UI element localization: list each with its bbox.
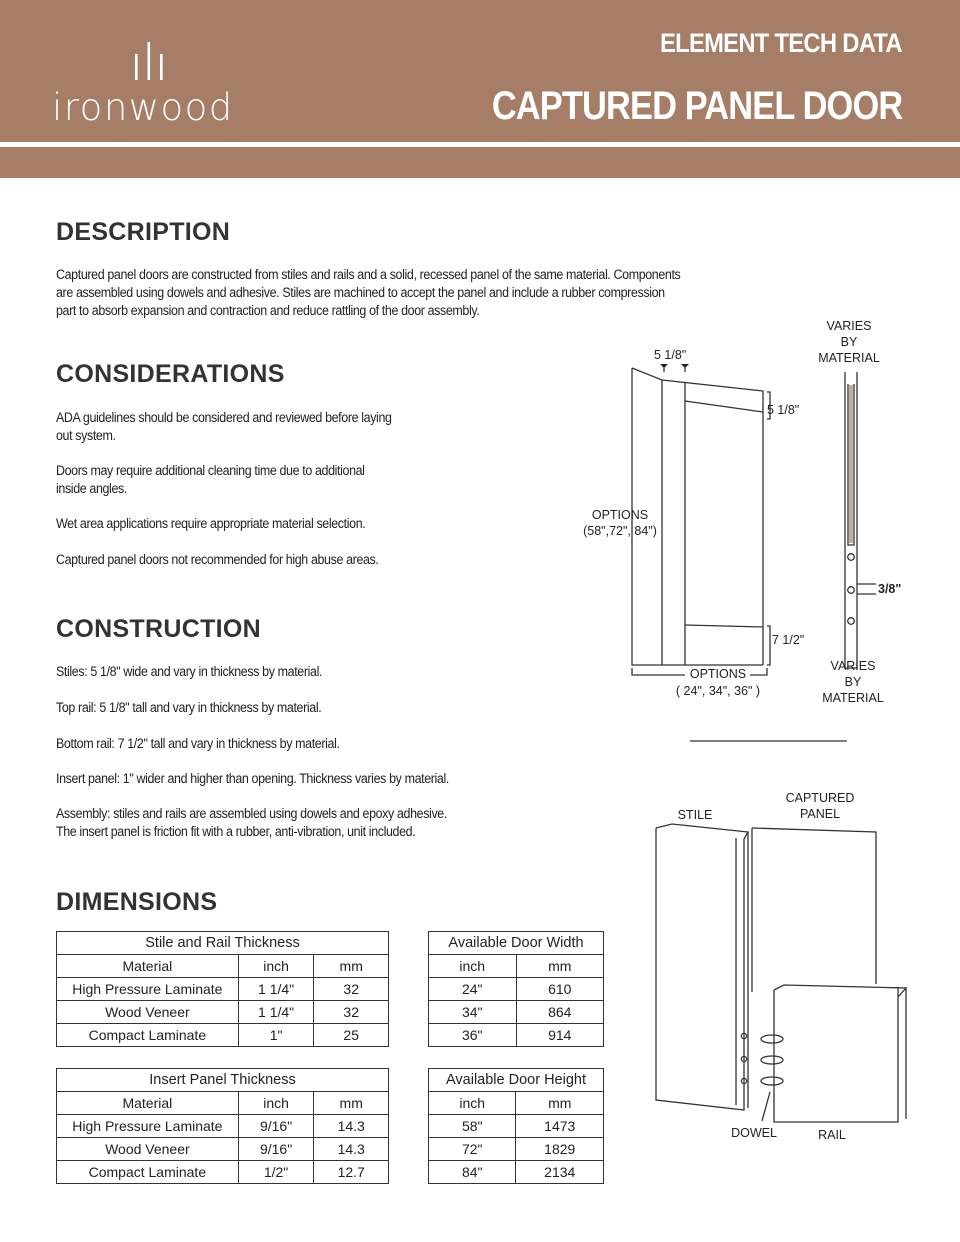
varies-label: MATERIAL: [822, 691, 884, 705]
captured-panel-label: PANEL: [799, 807, 841, 821]
construction-heading: CONSTRUCTION: [56, 615, 261, 643]
table-caption: Insert Panel Thickness: [57, 1069, 389, 1092]
mm-cell: 12.7: [314, 1161, 389, 1184]
edge-thickness-dim: 3/8": [878, 582, 902, 596]
width-options-label: OPTIONS: [689, 667, 747, 681]
construction-line: Insert panel: 1" wider and higher than opening. Thickness varies by material.: [56, 771, 449, 786]
inch-cell: 9/16": [238, 1138, 314, 1161]
top-rail-dim: 5 1/8": [767, 403, 800, 417]
material-cell: Compact Laminate: [57, 1161, 239, 1184]
height-options-values: (58",72", 84"): [583, 524, 657, 538]
inch-cell: 9/16": [238, 1115, 314, 1138]
inch-cell: 1 1/4": [238, 978, 314, 1001]
mm-cell: 1829: [516, 1138, 604, 1161]
exploded-assembly-drawing: [656, 824, 906, 1122]
stile-width-dim: 5 1/8": [654, 348, 687, 362]
material-cell: Wood Veneer: [57, 1001, 239, 1024]
page-title: CAPTURED PANEL DOOR: [491, 84, 902, 128]
inch-cell: 58": [429, 1115, 516, 1138]
mm-cell: 25: [314, 1024, 389, 1047]
inch-cell: 1": [238, 1024, 314, 1047]
mm-cell: 14.3: [314, 1115, 389, 1138]
header-subtitle: ELEMENT TECH DATA: [660, 28, 902, 58]
captured-panel-label: CAPTURED: [785, 791, 855, 805]
mm-cell: 32: [314, 1001, 389, 1024]
consideration-line: Wet area applications require appropriate material selection.: [56, 516, 366, 531]
description-line: Captured panel doors are constructed from stiles and rails and a solid, recessed panel of the same material. Components: [56, 267, 681, 282]
mm-cell: 914: [516, 1024, 604, 1047]
table-caption: Available Door Width: [429, 932, 604, 955]
column-header: Material: [57, 955, 239, 978]
construction-line: Top rail: 5 1/8" tall and vary in thickness by material.: [56, 700, 322, 715]
mm-cell: 2134: [516, 1161, 604, 1184]
dowel-label: DOWEL: [731, 1126, 777, 1140]
column-header: inch: [238, 1092, 314, 1115]
description-line: part to absorb expansion and contraction and reduce rattling of the door assembly.: [56, 303, 480, 318]
door-elevation-drawing: [632, 366, 770, 675]
material-cell: Compact Laminate: [57, 1024, 239, 1047]
column-header: mm: [516, 955, 604, 978]
column-header: mm: [314, 955, 389, 978]
construction-line: Stiles: 5 1/8" wide and vary in thickness by material.: [56, 664, 323, 679]
material-cell: Wood Veneer: [57, 1138, 239, 1161]
column-header: mm: [516, 1092, 604, 1115]
column-header: mm: [314, 1092, 389, 1115]
mm-cell: 14.3: [314, 1138, 389, 1161]
panel-material-hatch: [849, 385, 853, 543]
inch-cell: 1/2": [238, 1161, 314, 1184]
mm-cell: 32: [314, 978, 389, 1001]
column-header: inch: [238, 955, 314, 978]
inch-cell: 84": [429, 1161, 516, 1184]
column-header: Material: [57, 1092, 239, 1115]
table-caption: Available Door Height: [429, 1069, 604, 1092]
column-header: inch: [429, 1092, 516, 1115]
consideration-line: out system.: [56, 428, 116, 443]
height-options-label: OPTIONS: [591, 508, 649, 522]
construction-line: The insert panel is friction fit with a rubber, anti-vibration, unit included.: [56, 824, 416, 839]
construction-line: Assembly: stiles and rails are assembled using dowels and epoxy adhesive.: [56, 806, 447, 821]
mm-cell: 610: [516, 978, 604, 1001]
mm-cell: 1473: [516, 1115, 604, 1138]
dimensions-heading: DIMENSIONS: [56, 888, 218, 916]
consideration-line: Captured panel doors not recommended for high abuse areas.: [56, 552, 379, 567]
stile-label: STILE: [677, 808, 713, 822]
rail-label: RAIL: [818, 1128, 846, 1142]
construction-line: Bottom rail: 7 1/2" tall and vary in thickness by material.: [56, 736, 340, 751]
width-options-values: ( 24", 34", 36" ): [675, 684, 761, 698]
considerations-heading: CONSIDERATIONS: [56, 360, 285, 388]
inch-cell: 24": [429, 978, 517, 1001]
bottom-rail-dim: 7 1/2": [772, 633, 805, 647]
inch-cell: 34": [429, 1001, 517, 1024]
varies-label: VARIES: [830, 659, 876, 673]
varies-label: VARIES: [826, 319, 872, 333]
column-header: inch: [429, 955, 517, 978]
material-cell: High Pressure Laminate: [57, 1115, 239, 1138]
varies-label: MATERIAL: [818, 351, 880, 365]
description-heading: DESCRIPTION: [56, 218, 231, 246]
varies-label: BY: [840, 335, 858, 349]
inch-cell: 36": [429, 1024, 517, 1047]
table-caption: Stile and Rail Thickness: [57, 932, 389, 955]
consideration-line: Doors may require additional cleaning time due to additional: [56, 463, 365, 478]
consideration-line: inside angles.: [56, 481, 127, 496]
logo-wordmark: ironwood: [52, 86, 234, 129]
inch-cell: 1 1/4": [238, 1001, 314, 1024]
varies-label: BY: [844, 675, 862, 689]
consideration-line: ADA guidelines should be considered and reviewed before laying: [56, 410, 392, 425]
inch-cell: 72": [429, 1138, 516, 1161]
material-cell: High Pressure Laminate: [57, 978, 239, 1001]
description-line: are assembled using dowels and adhesive. Stiles are machined to accept the panel and include a rubber compression: [56, 285, 665, 300]
mm-cell: 864: [516, 1001, 604, 1024]
